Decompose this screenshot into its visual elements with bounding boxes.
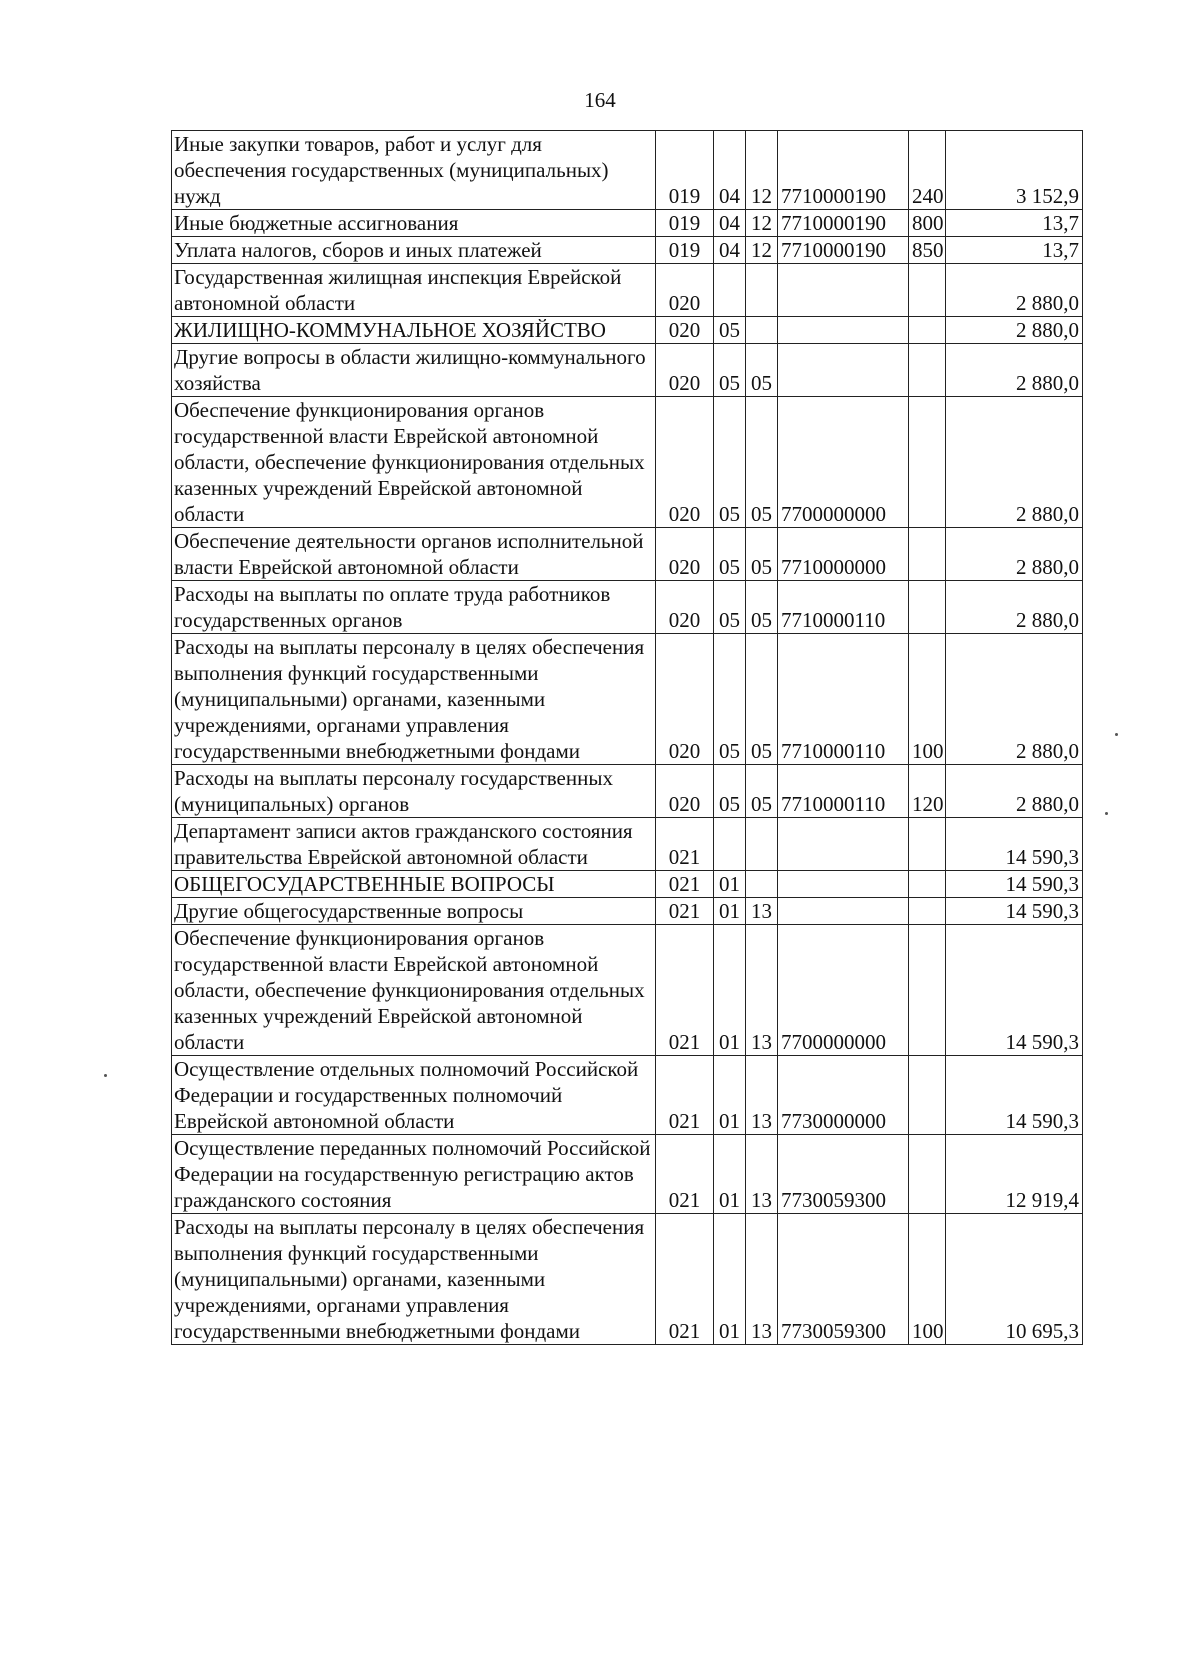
expense-type [909,1056,946,1135]
expense-type [909,871,946,898]
amount: 2 880,0 [946,528,1083,581]
expense-type [909,317,946,344]
target-article: 7710000000 [778,528,909,581]
row-name: Другие общегосударственные вопросы [172,898,656,925]
scan-speck [104,1074,107,1077]
amount: 2 880,0 [946,344,1083,397]
section-code: 04 [714,131,746,210]
section-code: 01 [714,1214,746,1345]
row-name: Другие вопросы в области жилищно-коммунального хозяйства [172,344,656,397]
row-name: Обеспечение функционирования органов государственной власти Еврейской автономной области, обеспечение функционирования отдельных казенных учреждений Еврейской автономной области [172,925,656,1056]
page-number: 164 [584,88,616,112]
table-row [172,210,1083,237]
table-row [172,1056,1083,1135]
section-code: 01 [714,871,746,898]
target-article [778,264,909,317]
subsection-code: 12 [746,210,778,237]
section-code: 05 [714,397,746,528]
row-name: Осуществление отдельных полномочий Российской Федерации и государственных полномочий Еврейской автономной области [172,1056,656,1135]
expense-type [909,1135,946,1214]
expense-type [909,581,946,634]
amount: 2 880,0 [946,765,1083,818]
budget-table [171,130,1083,1345]
row-name: Иные бюджетные ассигнования [172,210,656,237]
subsection-code [746,818,778,871]
target-article [778,317,909,344]
amount: 3 152,9 [946,131,1083,210]
section-code: 01 [714,1135,746,1214]
table-row [172,634,1083,765]
expense-type: 100 [909,1214,946,1345]
section-code: 01 [714,925,746,1056]
admin-code: 020 [656,528,714,581]
table-row [172,317,1083,344]
amount: 14 590,3 [946,818,1083,871]
target-article: 7730059300 [778,1135,909,1214]
target-article [778,871,909,898]
row-name: Иные закупки товаров, работ и услуг для обеспечения государственных (муниципальных) нужд [172,131,656,210]
admin-code: 020 [656,317,714,344]
expense-type: 850 [909,237,946,264]
section-code: 05 [714,317,746,344]
admin-code: 020 [656,634,714,765]
row-name: Государственная жилищная инспекция Еврейской автономной области [172,264,656,317]
row-name: Обеспечение функционирования органов государственной власти Еврейской автономной области, обеспечение функционирования отдельных казенных учреждений Еврейской автономной области [172,397,656,528]
subsection-code: 05 [746,397,778,528]
target-article: 7730000000 [778,1056,909,1135]
section-code: 01 [714,1056,746,1135]
table-row [172,765,1083,818]
target-article: 7710000190 [778,131,909,210]
table-row [172,237,1083,264]
admin-code: 021 [656,871,714,898]
scan-speck [1105,812,1108,815]
row-name: Уплата налогов, сборов и иных платежей [172,237,656,264]
section-code: 01 [714,898,746,925]
section-code: 05 [714,344,746,397]
amount: 13,7 [946,210,1083,237]
row-name: Обеспечение деятельности органов исполнительной власти Еврейской автономной области [172,528,656,581]
subsection-code: 13 [746,1056,778,1135]
section-code: 04 [714,237,746,264]
section-code: 05 [714,765,746,818]
section-code: 05 [714,634,746,765]
amount: 2 880,0 [946,581,1083,634]
expense-type [909,528,946,581]
admin-code: 021 [656,925,714,1056]
section-code [714,818,746,871]
target-article: 7710000110 [778,581,909,634]
expense-type: 240 [909,131,946,210]
row-name: Департамент записи актов гражданского состояния правительства Еврейской автономной области [172,818,656,871]
amount: 12 919,4 [946,1135,1083,1214]
section-code: 05 [714,581,746,634]
admin-code: 021 [656,1056,714,1135]
amount: 2 880,0 [946,397,1083,528]
row-name: Расходы на выплаты персоналу государственных (муниципальных) органов [172,765,656,818]
subsection-code: 13 [746,925,778,1056]
target-article: 7700000000 [778,925,909,1056]
target-article [778,344,909,397]
subsection-code: 05 [746,581,778,634]
row-name: Расходы на выплаты персоналу в целях обеспечения выполнения функций государственными (муниципальными) органами, казенными учреждениями, органами управления государственными внебюджетными фондами [172,634,656,765]
admin-code: 020 [656,264,714,317]
table-row [172,581,1083,634]
target-article [778,818,909,871]
admin-code: 020 [656,765,714,818]
admin-code: 021 [656,818,714,871]
target-article [778,898,909,925]
row-name: ЖИЛИЩНО-КОММУНАЛЬНОЕ ХОЗЯЙСТВО [172,317,656,344]
table-row [172,1135,1083,1214]
table-row [172,528,1083,581]
amount: 2 880,0 [946,317,1083,344]
target-article: 7730059300 [778,1214,909,1345]
admin-code: 021 [656,1214,714,1345]
row-name: Расходы на выплаты персоналу в целях обеспечения выполнения функций государственными (муниципальными) органами, казенными учреждениями, органами управления государственными внебюджетными фондами [172,1214,656,1345]
expense-type [909,344,946,397]
expense-type [909,898,946,925]
subsection-code: 12 [746,237,778,264]
subsection-code: 05 [746,528,778,581]
subsection-code: 05 [746,344,778,397]
table-row [172,264,1083,317]
subsection-code: 12 [746,131,778,210]
admin-code: 019 [656,131,714,210]
subsection-code: 05 [746,634,778,765]
admin-code: 020 [656,581,714,634]
expense-type [909,925,946,1056]
amount: 14 590,3 [946,871,1083,898]
subsection-code [746,317,778,344]
admin-code: 021 [656,898,714,925]
amount: 10 695,3 [946,1214,1083,1345]
subsection-code [746,264,778,317]
expense-type [909,264,946,317]
subsection-code: 13 [746,1135,778,1214]
table-row [172,925,1083,1056]
expense-type: 120 [909,765,946,818]
row-name: Расходы на выплаты по оплате труда работников государственных органов [172,581,656,634]
amount: 2 880,0 [946,634,1083,765]
amount: 14 590,3 [946,925,1083,1056]
admin-code: 020 [656,397,714,528]
target-article: 7710000190 [778,210,909,237]
admin-code: 021 [656,1135,714,1214]
target-article: 7710000190 [778,237,909,264]
table-body [172,131,1083,1345]
table-row [172,898,1083,925]
scan-speck [1115,733,1118,736]
subsection-code: 05 [746,765,778,818]
target-article: 7710000110 [778,765,909,818]
admin-code: 020 [656,344,714,397]
amount: 13,7 [946,237,1083,264]
section-code: 04 [714,210,746,237]
table-row [172,344,1083,397]
row-name: Осуществление переданных полномочий Российской Федерации на государственную регистрацию актов гражданского состояния [172,1135,656,1214]
expense-type [909,397,946,528]
table-row [172,871,1083,898]
admin-code: 019 [656,237,714,264]
target-article: 7700000000 [778,397,909,528]
expense-type: 800 [909,210,946,237]
table-row [172,1214,1083,1345]
subsection-code [746,871,778,898]
amount: 14 590,3 [946,898,1083,925]
section-code [714,264,746,317]
amount: 14 590,3 [946,1056,1083,1135]
table-row [172,131,1083,210]
expense-type: 100 [909,634,946,765]
admin-code: 019 [656,210,714,237]
target-article: 7710000110 [778,634,909,765]
row-name: ОБЩЕГОСУДАРСТВЕННЫЕ ВОПРОСЫ [172,871,656,898]
table-row [172,397,1083,528]
table-row [172,818,1083,871]
expense-type [909,818,946,871]
section-code: 05 [714,528,746,581]
subsection-code: 13 [746,898,778,925]
subsection-code: 13 [746,1214,778,1345]
amount: 2 880,0 [946,264,1083,317]
